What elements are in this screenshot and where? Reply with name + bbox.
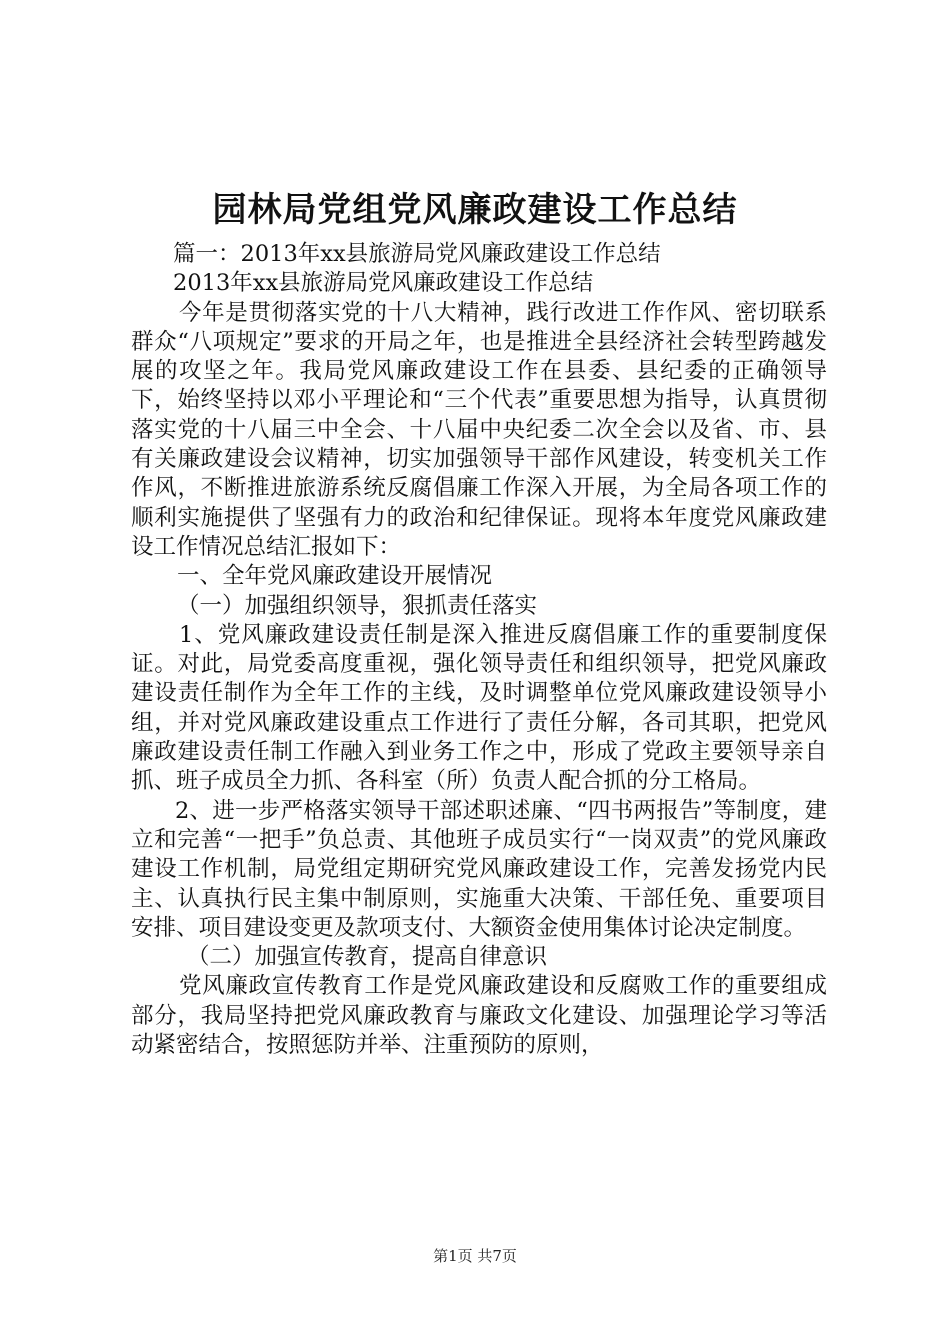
paragraph-subtitle: 2013年xx县旅游局党风廉政建设工作总结 [173,270,594,297]
paragraph-chapter-heading: 篇一：2013年xx县旅游局党风廉政建设工作总结 [173,241,661,267]
document-title: 园林局党组党风廉政建设工作总结 [212,190,738,230]
paragraph-section-heading: 一、全年党风廉政建设开展情况 [177,563,493,590]
document-body [131,240,827,1060]
paragraph-item-2: 2、进一步严格落实领导干部述职述廉、“四书两报告”等制度，建立和完善“一把手”负总责、其他班子成员实行“一岗双责”的党风廉政建设工作机制，局党组定期研究党风廉政建设工作，完善发扬党内民主、认真执行民主集中制原则，实施重大决策、干部任免、重要项目安排、项目建设变更及款项支付、大额资金使用集体讨论决定制度。 [131,797,827,941]
paragraph-subsection-heading-1: （一）加强组织领导，狠抓责任落实 [177,592,538,619]
paragraph-education: 党风廉政宣传教育工作是党风廉政建设和反腐败工作的重要组成部分，我局坚持把党风廉政教育与廉政文化建设、加强理论学习等活动紧密结合，按照惩防并举、注重预防的原则， [131,973,827,1059]
paragraph-item-1: 1、党风廉政建设责任制是深入推进反腐倡廉工作的重要制度保证。对此，局党委高度重视，强化领导责任和组织领导，把党风廉政建设责任制作为全年工作的主线，及时调整单位党风廉政建设领导小组，并对党风廉政建设重点工作进行了责任分解，各司其职，把党风廉政建设责任制工作融入到业务工作之中，形成了党政主要领导亲自抓、班子成员全力抓、各科室（所）负责人配合抓的分工格局。 [131,621,827,795]
paragraph-intro: 今年是贯彻落实党的十八大精神，践行改进工作作风、密切联系群众“八项规定”要求的开局之年，也是推进全县经济社会转型跨越发展的攻坚之年。我局党风廉政建设工作在县委、县纪委的正确领导下，始终坚持以邓小平理论和“三个代表”重要思想为指导，认真贯彻落实党的十八届三中全会、十八届中央纪委二次全会以及省、市、县有关廉政建设会议精神，切实加强领导干部作风建设，转变机关工作作风，不断推进旅游系统反腐倡廉工作深入开展，为全局各项工作的顺利实施提供了坚强有力的政治和纪律保证。现将本年度党风廉政建设工作情况总结汇报如下： [131,299,827,560]
page-footer: 第1页 共7页 [433,1247,517,1265]
paragraph-subsection-heading-2: （二）加强宣传教育，提高自律意识 [187,944,548,971]
